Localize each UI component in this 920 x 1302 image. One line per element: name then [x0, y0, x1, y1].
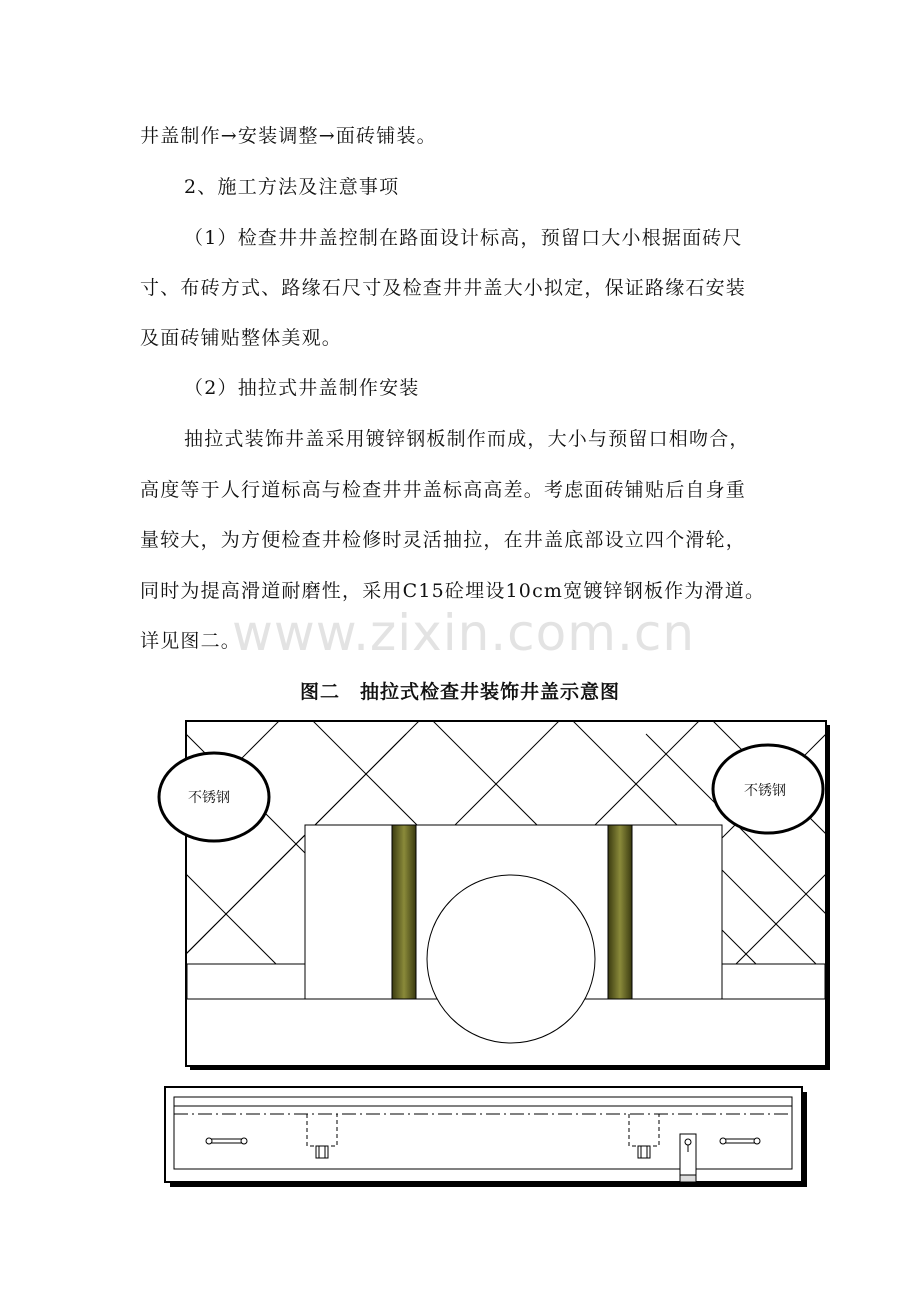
body-line-10: 同时为提高滑道耐磨性，采用C15砼埋设10cm宽镀锌钢板作为滑道。	[140, 580, 766, 602]
right-ledge	[722, 964, 825, 999]
label-stainless-right: 不锈钢	[744, 783, 786, 799]
left-ledge	[187, 964, 305, 999]
label-stainless-left: 不锈钢	[188, 790, 230, 806]
watermark: www.zixin.com.cn	[232, 604, 696, 662]
body-line-4: 寸、布砖方式、路缘石尺寸及检查井井盖大小拟定，保证路缘石安装	[140, 277, 747, 299]
body-line-9: 量较大，为方便检查井检修时灵活抽拉，在井盖底部设立四个滑轮，	[140, 529, 747, 551]
manhole-circle	[427, 875, 595, 1043]
right-rail	[608, 825, 632, 999]
section-heading: 2、施工方法及注意事项	[184, 176, 400, 198]
body-line-1: 井盖制作→安装调整→面砖铺装。	[140, 125, 437, 147]
figure-caption: 图二 抽拉式检查井装饰井盖示意图	[299, 681, 620, 703]
body-line-11: 详见图二。	[140, 630, 242, 652]
pull-handle	[680, 1134, 696, 1182]
sub-heading: （2）抽拉式井盖制作安装	[184, 377, 420, 399]
body-line-8: 高度等于人行道标高与检查井井盖标高高差。考虑面砖铺贴后自身重	[140, 479, 747, 501]
left-rail	[392, 825, 416, 999]
section-inner-box	[174, 1097, 792, 1169]
body-line-7: 抽拉式装饰井盖采用镀锌钢板制作而成，大小与预留口相吻合，	[184, 428, 750, 450]
body-line-5: 及面砖铺贴整体美观。	[140, 327, 343, 349]
body-line-3: （1）检查井井盖控制在路面设计标高，预留口大小根据面砖尺	[184, 227, 743, 249]
